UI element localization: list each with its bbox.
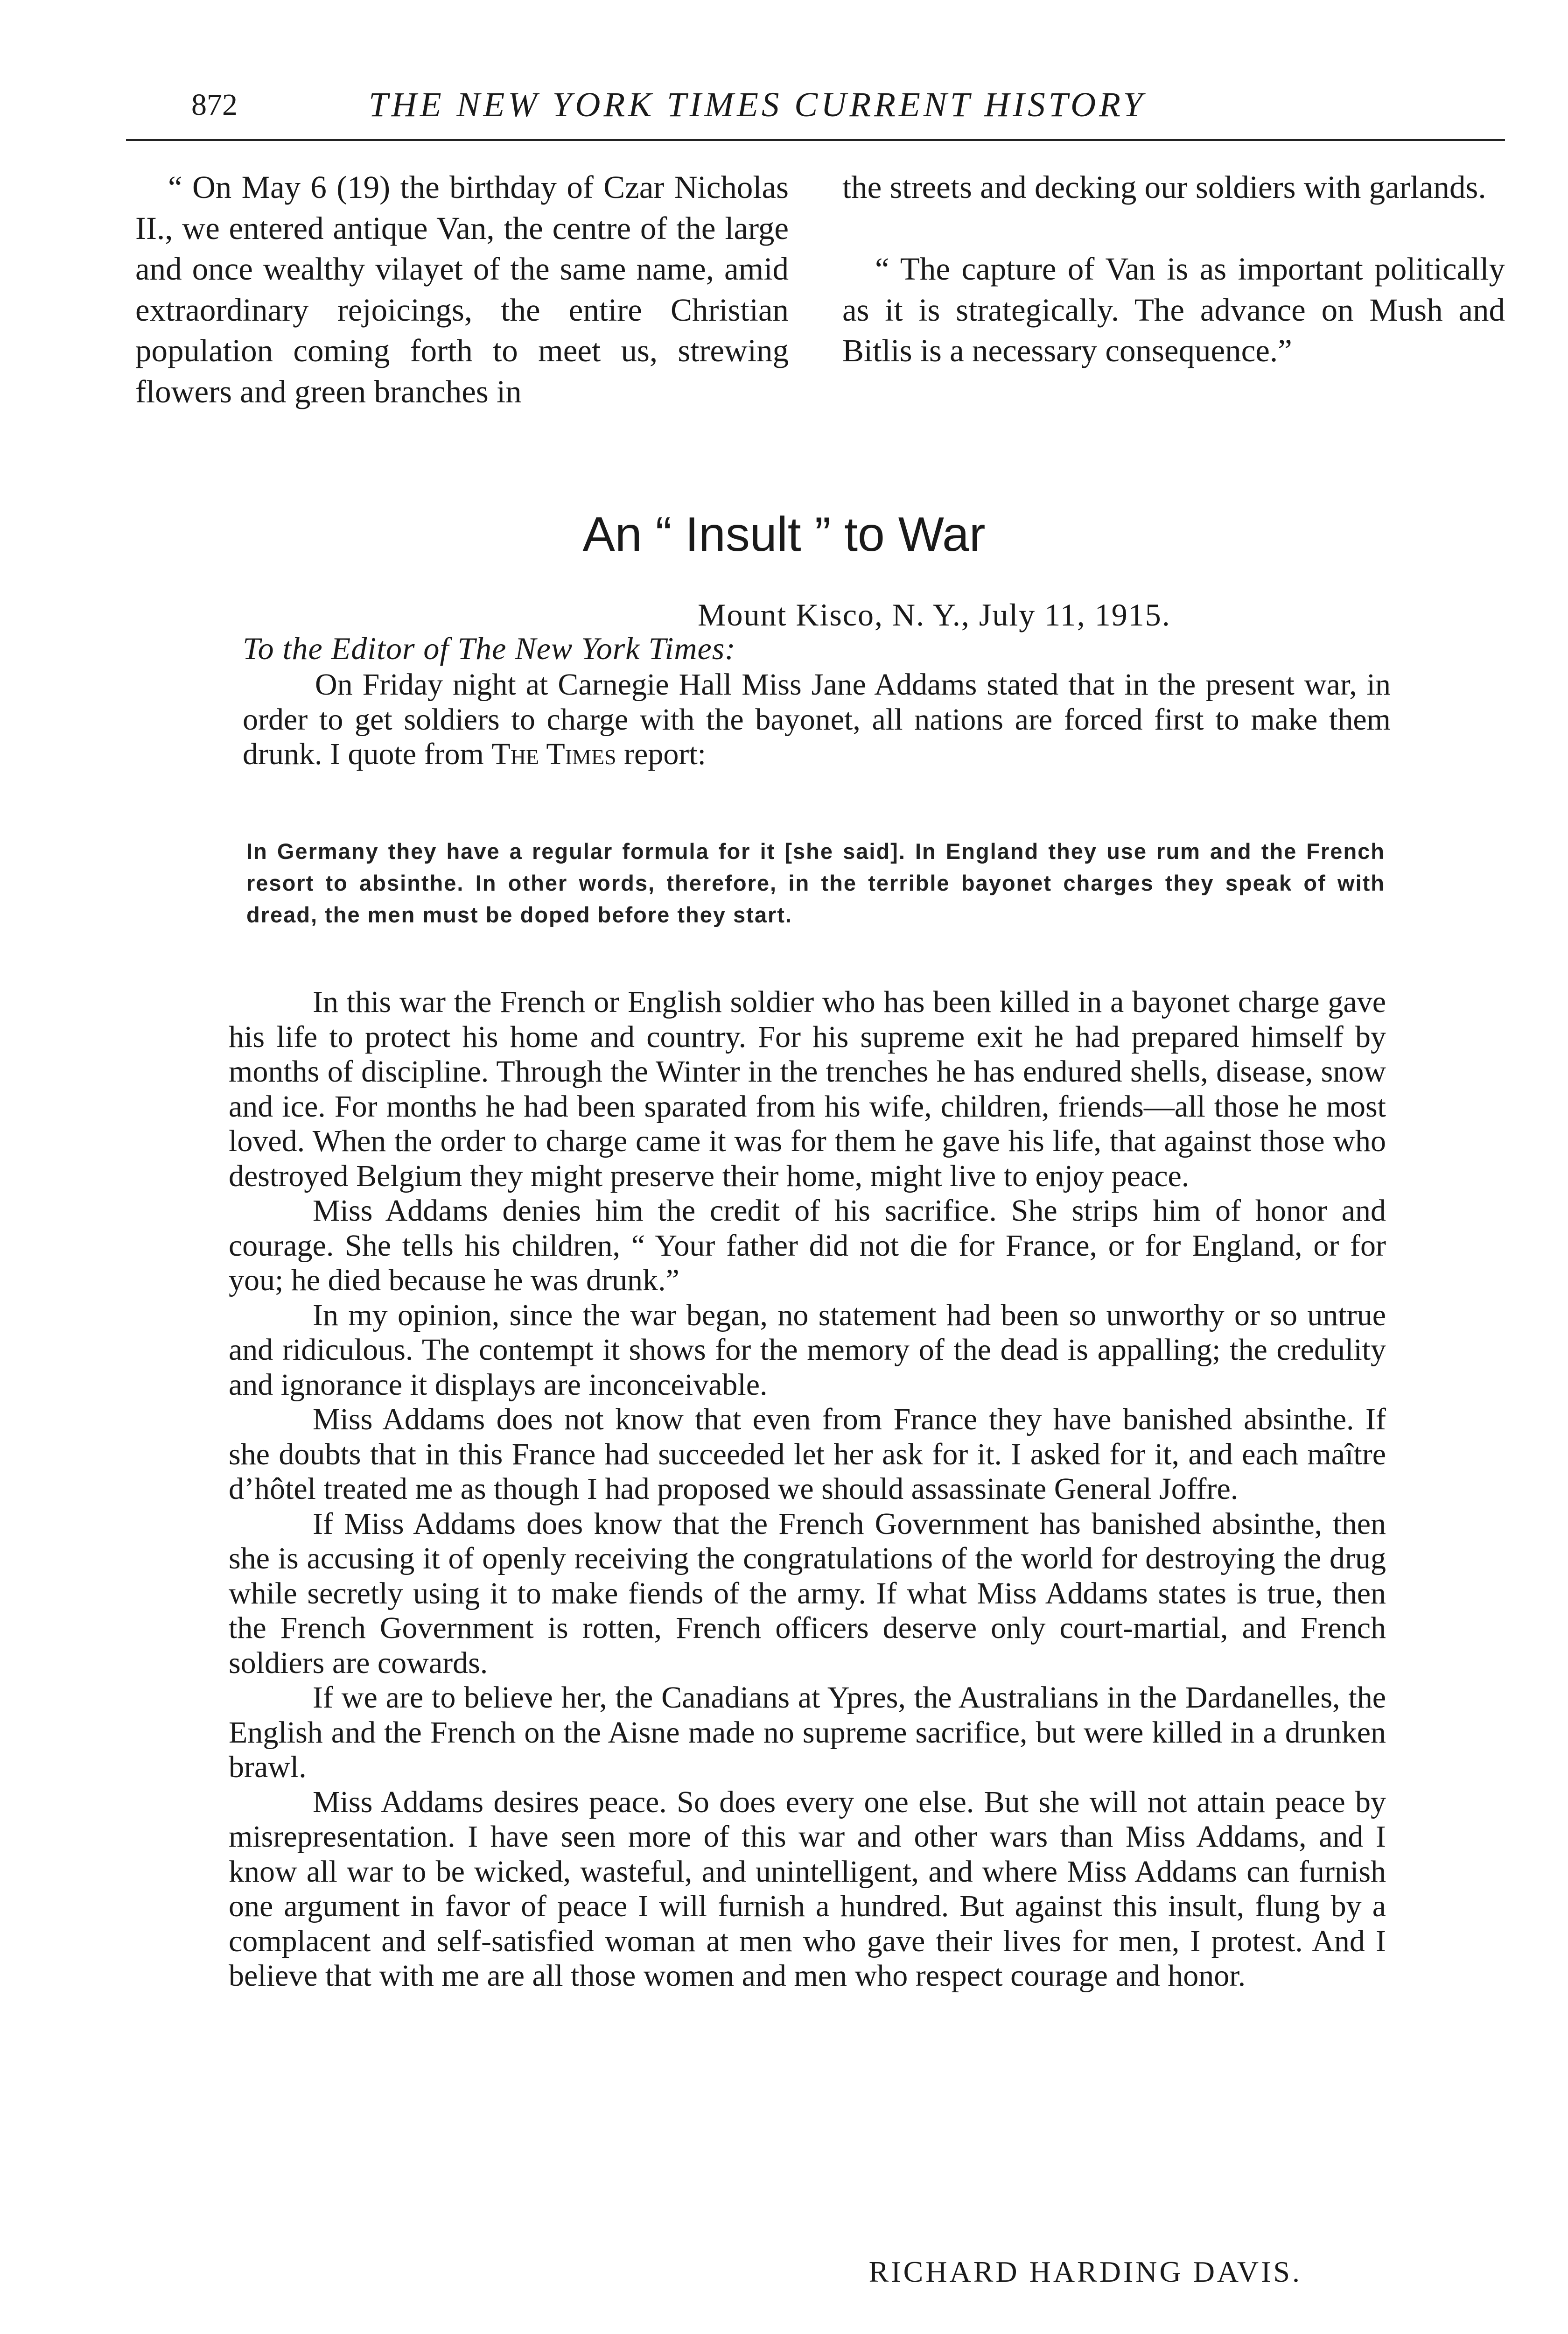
running-header-title: THE NEW YORK TIMES CURRENT HISTORY: [369, 85, 1146, 124]
article-title: An “ Insult ” to War: [582, 507, 986, 562]
block-quote: In Germany they have a regular formula for it [she said]. In England they use rum and the French resort to absinthe. In other words, therefore, in the terrible bayonet charges they speak of with dread, the men must be doped before they start.: [246, 839, 1385, 927]
right-column-continued-text: [842, 167, 1505, 372]
left-column-paragraph: “ On May 6 (19) the birthday of Czar Nicholas II., we entered antique Van, the centre of the large and once wealthy vilayet of the same name, amid extraordinary rejoicings, the entire Christian population coming forth to meet us, strewing flowers and green branches in: [135, 169, 789, 409]
left-column-continued-text: [135, 167, 789, 412]
body-paragraph: If we are to believe her, the Canadians at Ypres, the Australians in the Dardanelles, the English and the French on the Aisne made no supreme sacrifice, but were killed in a drunken brawl.: [229, 1680, 1386, 1784]
letter-body: [229, 985, 1386, 1994]
letter-salutation: To the Editor of The New York Times:: [243, 631, 736, 666]
right-column-paragraph-2: “ The capture of Van is as important politically as it is strategically. The advance on Mush and Bitlis is a necessary consequence.”: [842, 251, 1505, 368]
header-rule: [126, 139, 1505, 141]
page-number: 872: [191, 88, 238, 122]
body-paragraph: Miss Addams denies him the credit of his sacrifice. She strips him of honor and courage. She tells his children, “ Your father did not die for France, or for England, or for you; he died because he was drunk.”: [229, 1194, 1386, 1297]
body-paragraph: In this war the French or English soldier who has been killed in a bayonet charge gave his life to protect his home and country. For his supreme exit he had prepared himself by months of discipline. Through the Winter in the trenches he has endured shells, disease, snow and ice. For months he had been sparated from his wife, children, friends—all those he most loved. When the order to charge came it was for them he gave his life, that against those who destroyed Belgium they might preserve their home, might live to enjoy peace.: [229, 985, 1386, 1193]
intro-end: report:: [616, 737, 706, 771]
body-paragraph: If Miss Addams does know that the French Government has banished absinthe, then she is accusing it of openly receiving the congratulations of the world for destroying the drug while secretly using it to make fiends of the army. If what Miss Addams states is true, then the French Government is rotten, French officers deserve only court-martial, and French soldiers are cowards.: [229, 1506, 1386, 1680]
letter-dateline: Mount Kisco, N. Y., July 11, 1915.: [698, 597, 1171, 633]
body-paragraph: Miss Addams does not know that even from France they have banished absinthe. If she doubts that in this France had succeeded let her ask for it. I asked for it, and each maître d’hôtel treated me as though I had proposed we should assassinate General Joffre.: [229, 1402, 1386, 1506]
intro-text: On Friday night at Carnegie Hall Miss Jane Addams stated that in the present war, in order to get soldiers to charge with the bayonet, all nations are forced first to make them drunk. I quote from: [243, 668, 1391, 771]
letter-signature: RICHARD HARDING DAVIS.: [868, 2255, 1302, 2288]
intro-source: The Times: [491, 737, 616, 771]
body-paragraph: In my opinion, since the war began, no statement had been so unworthy or so untrue and ridiculous. The contempt it shows for the memory of the dead is appalling; the credulity and ignorance it displays are inconceivable.: [229, 1298, 1386, 1402]
right-column-paragraph-1: the streets and decking our soldiers with garlands.: [842, 169, 1486, 205]
letter-intro-paragraph: [243, 668, 1391, 772]
body-paragraph: Miss Addams desires peace. So does every one else. But she will not attain peace by misrepresentation. I have seen more of this war and other wars than Miss Addams, and I know all war to be wicked, wasteful, and unintelligent, and where Miss Addams can furnish one argument in favor of peace I will furnish a hundred. But against this insult, flung by a complacent and self-satisfied woman at men who gave their lives for men, I protest. And I believe that with me are all those women and men who respect courage and honor.: [229, 1785, 1386, 1993]
